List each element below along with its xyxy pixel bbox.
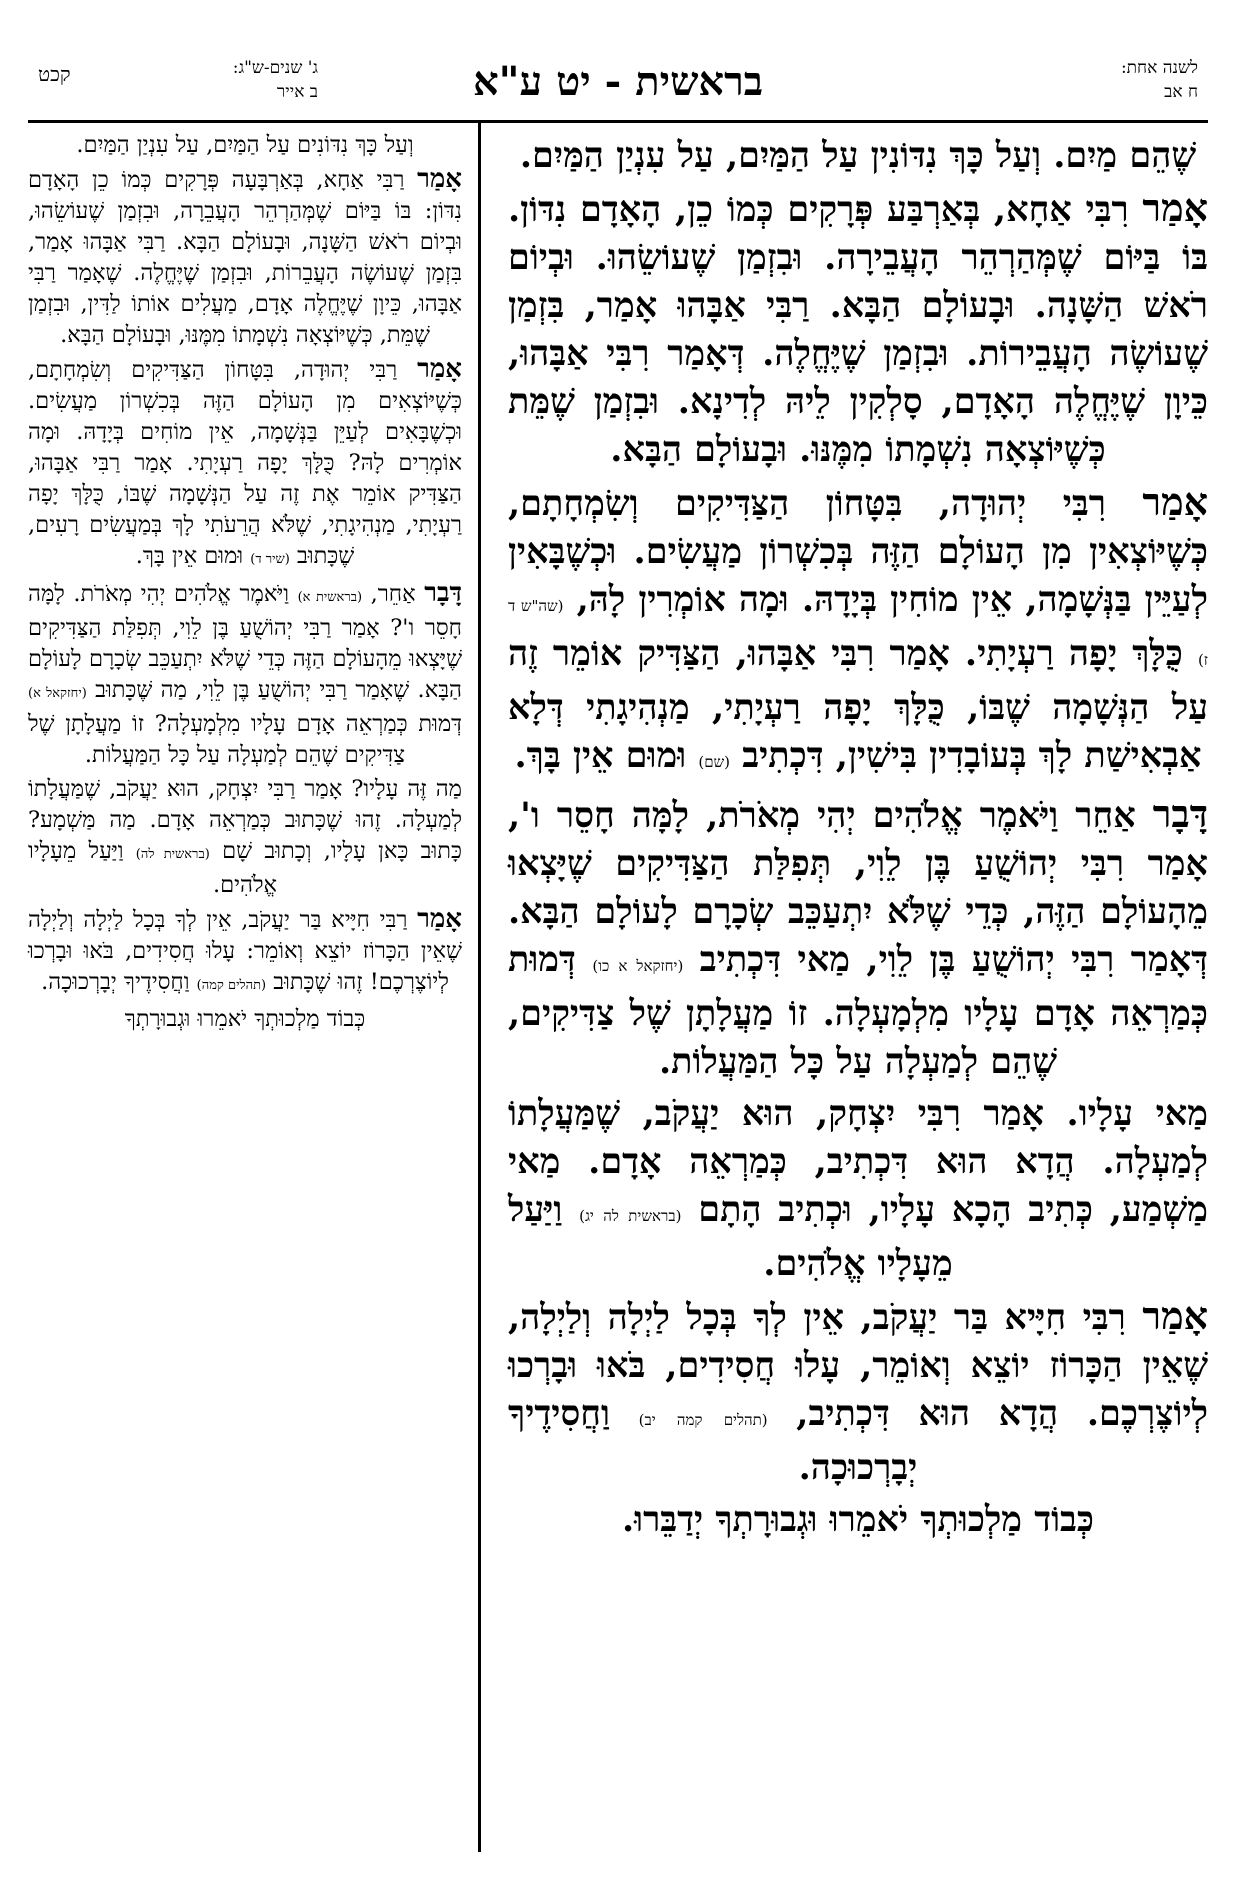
- main-text: רִבִּי אַחָא, בְּאַרְבַּע פְּרָקִים כְּמוֹ כֵן, הָאָדָם נִדּוֹן. בּוֹ בַּיּוֹם שֶׁמְּהַרְהֵר הָעֲבֵירָה. וּבִזְמַן שֶׁעוֹשֵׂהוּ. וּבְיוֹם רֹאשׁ הַשָּׁנָה. וּבָעוֹלָם הַבָּא. רַבִּי אַבָּהוּ אָמַר, בִּזְמַן שֶׁעוֹשֶׂה הָעֲבֵירוֹת. וּבִזְמַן שֶׁיֶּחֱלֶה. דְּאָמַר רִבִּי אַבָּהוּ, כֵּיוָן שֶׁיֶּחֱלֶה הָאָדָם, סָלְקִין לֵיהּ לְדִינָא. וּבִזְמַן שֶׁמֵּת כְּשֶׁיּוֹצְאָה נִשְׁמָתוֹ מִמֶּנּוּ. וּבָעוֹלָם הַבָּא.: [508, 189, 1208, 470]
- main-text: שֶׁהֵם מַיִם. וְעַל כָּךְ נִדּוֹנִין עַל הַמַּיִם, עַל עִנְיַן הַמַּיִם.: [519, 135, 1197, 176]
- translation-text: וּמוּם אֵין בָּךְ.: [135, 543, 251, 569]
- main-paragraph: [508, 1496, 1208, 1544]
- translation-text: וַיֹּאמֶר אֱלֹהִים יְהִי מְאֹרֹת. לָמָּה חָסֵר ו'? אָמַר רַבִּי יְהוֹשֻׁעַ בֶּן לֵוִי, תְּפִלַּת הַצַּדִּיקִים שֶׁיָּצְאוּ מֵהָעוֹלָם הַזֶּה כְּדֵי שֶׁלֹּא יִתְעַכֵּב שְׂכָרָם לָעוֹלָם הַבָּא. שֶׁאָמַר רַבִּי יְהוֹשֻׁעַ בֶּן לֵוִי, מַה שֶּׁכָּתוּב: [28, 581, 462, 703]
- main-text: וַחֲסִידֶיךָ יְבָרְכוּכָה.: [508, 1393, 918, 1488]
- lead-word: אָמַר: [1142, 1293, 1209, 1338]
- schedule-one-year-date: ח אב: [1164, 82, 1198, 102]
- translation-paragraph: [28, 1004, 462, 1035]
- column-divider: [478, 120, 481, 1852]
- page-header: [28, 52, 1208, 123]
- lead-word: אָמַר: [417, 904, 462, 934]
- translation-paragraph: [28, 164, 462, 351]
- translation-paragraph: [28, 130, 462, 161]
- translation-text: וַחֲסִידֶיךָ יְבָרְכוּכָה.: [41, 969, 197, 995]
- main-paragraph: [508, 1292, 1208, 1492]
- translation-text: רַבִּי אַחָא, בְּאַרְבָּעָה פְּרָקִים כְּמוֹ כֵן הָאָדָם נִדּוֹן: בּוֹ בַּיּוֹם שֶׁמְּהַרְהֵר הָעֲבֵרָה, וּבִזְמַן שֶׁעוֹשֵׂהוּ, וּבְיוֹם רֹאשׁ הַשָּׁנָה, וּבָעוֹלָם הַבָּא. רַבִּי אַבָּהוּ אָמַר, בִּזְמַן שֶׁעוֹשֶׂה הָעֲבֵרוֹת, וּבִזְמַן שֶׁיֶּחֱלֶה. שֶׁאָמַר רַבִּי אַבָּהוּ, כֵּיוָן שֶׁיֶּחֱלֶה אָדָם, מַעֲלִים אוֹתוֹ לַדִּין, וּבִזְמַן שֶׁמֵּת, כְּשֶׁיּוֹצְאָה נִשְׁמָתוֹ מִמֶּנּוּ, וּבָעוֹלָם הַבָּא.: [28, 167, 462, 348]
- source-reference: (יחזקאל א כו): [592, 957, 684, 975]
- main-text: כְּבוֹד מַלְכוּתְךָ יֹאמֵרוּ וּגְבוּרָתְךָ יְדַבֵּרוּ.: [621, 1499, 1095, 1540]
- header-left: [28, 56, 328, 116]
- source-reference: (בראשית לה יג): [579, 1207, 682, 1225]
- main-paragraph: [508, 132, 1208, 180]
- translation-text: אַחֵר,: [362, 581, 425, 607]
- main-text: אַחֵר וַיֹּאמֶר אֱלֹהִים יְהִי מְאֹרֹת, לָמָּה חָסֵר ו', אָמַר רִבִּי יְהוֹשֻׁעַ בֶּן לֵוִי, תְּפִלַּת הַצַּדִּיקִים שֶׁיָּצְאוּ מֵהָעוֹלָם הַזֶּה, כְּדֵי שֶׁלֹּא יִתְעַכֵּב שְׂכָרָם לָעוֹלָם הַבָּא. דְּאָמַר רִבִּי יְהוֹשֻׁעַ בֶּן לֵוִי, מַאי דִּכְתִיב: [508, 795, 1209, 980]
- translation-text: רַבִּי יְהוּדָה, בִּטָּחוֹן הַצַּדִּיקִים וְשִׂמְחָתָם, כְּשֶׁיּוֹצְאִים מִן הָעוֹלָם הַזֶּה בְּכִשְׁרוֹן מַעֲשִׂים. וּכְשֶׁבָּאִים לְעַיֵּן בַּנְּשָׁמָה, אֵין מוֹחִים בְּיָדָהּ. וּמָה אוֹמְרִים לָהּ? כֻּלָּךְ יָפָה רַעְיָתִי. אָמַר רַבִּי אַבָּהוּ, הַצַּדִּיק אוֹמֵר אֶת זֶה עַל הַנְּשָׁמָה שֶׁבּוֹ, כֻּלָּךְ יָפָה רַעְיָתִי, מַנְהִיגָתִי, שֶׁלֹּא הֲרֵעֹתִי לָךְ בְּמַעֲשִׂים רָעִים, שֶׁכָּתוּב: [28, 357, 462, 569]
- main-text: רִבִּי יְהוּדָה, בִּטָּחוֹן הַצַּדִּיקִים וְשִׂמְחָתָם, כְּשֶׁיּוֹצְאִין מִן הָעוֹלָם הַזֶּה בְּכִשְׁרוֹן מַעֲשִׂים. וּכְשֶׁבָּאִין לְעַיֵּין בַּנְּשָׁמָה, אֵין מוֹחִין בְּיָדָהּ. וּמָה אוֹמְרִין לָהּ,: [508, 483, 1208, 620]
- source-reference: (שה"ש ד ז): [508, 597, 1208, 669]
- lead-word: דָּבָר: [424, 578, 462, 608]
- main-text: כֻּלָּךְ יָפָה רַעְיָתִי. אָמַר רִבִּי אַבָּהוּ, הַצַּדִּיק אוֹמֵר זֶה עַל הַנְּשָׁמָה שֶׁבּוֹ, כֻּלָּךְ יָפָה רַעְיָתִי, מַנְהִיגָתִי דְּלָא אַבְאִישַׁת לָךְ בְּעוֹבָדִין בִּישִׁין, דִּכְתִיב: [508, 633, 1208, 776]
- translation-paragraph: [28, 578, 462, 771]
- lead-word: אָמַר: [417, 164, 462, 194]
- lead-word: אָמַר: [417, 354, 462, 384]
- schedule-three-years: [233, 56, 318, 104]
- schedule-three-years-date: ב אייר: [276, 82, 318, 102]
- document-page: [28, 52, 1208, 1852]
- source-reference: (שם): [698, 753, 731, 771]
- main-paragraph: [508, 790, 1208, 1086]
- source-reference: (בראשית לה): [135, 847, 210, 862]
- page-number: קכט: [38, 62, 71, 86]
- translation-text: כְּבוֹד מַלְכוּתְךָ יֹאמֵרוּ וּגְבוּרָתְךָ: [124, 1006, 366, 1032]
- translation-text: וְעַל כָּךְ נִדּוֹנִים עַל הַמַּיִם, עַל עִנְיַן הַמַּיִם.: [76, 132, 414, 158]
- source-reference: (בראשית א): [297, 590, 363, 605]
- main-column: [508, 132, 1208, 1548]
- translation-text: דְּמוּת כְּמַרְאֵה אָדָם עָלָיו מִלְמָעְלָה? זוֹ מַעֲלָתָן שֶׁל צַדִּיקִים שֶׁהֵם לְמַעְלָה עַל כָּל הַמַּעֲלוֹת.: [28, 711, 462, 768]
- main-paragraph: [508, 1090, 1208, 1288]
- main-text: וַיַּעַל מֵעָלָיו אֱלֹהִים.: [508, 1189, 953, 1284]
- translation-text: מַה זֶּה עָלָיו? אָמַר רַבִּי יִצְחָק, הוּא יַעֲקֹב, שֶׁמַּעֲלָתוֹ לְמַעְלָה. זֶהוּ שֶׁכָּתוּב כְּמַרְאֵה אָדָם. מַה מַּשְׁמָע? כָּתוּב כָּאן עָלָיו, וְכָתוּב שָׁם: [28, 776, 462, 864]
- main-text: מַאי עָלָיו. אָמַר רִבִּי יִצְחָק, הוּא יַעֲקֹב, שֶׁמַּעֲלָתוֹ לְמַעְלָה. הֲדָא הוּא דִּכְתִיב, כְּמַרְאֵה אָדָם. מַאי מַשְׁמַע, כְּתִיב הָכָא עָלָיו, וּכְתִיב הָתָם: [508, 1093, 1208, 1230]
- main-text: רִבִּי חִיָּיא בַּר יַעֲקֹב, אֵין לְךָ בְּכָל לַיְלָה וְלַיְלָה, שֶׁאֵין הַכָּרוֹז יוֹצֵא וְאוֹמֵר, עָלוּ חֲסִידִים, בֹּאוּ וּבָרְכוּ לְיוֹצֶרְכֶם. הֲדָא הוּא דִּכְתִיב,: [508, 1297, 1208, 1434]
- translation-paragraph: [28, 904, 462, 1001]
- source-reference: (תהלים קמה): [196, 978, 267, 993]
- translation-text: רַבִּי חִיָּיא בַּר יַעֲקֹב, אֵין לְךָ בְּכָל לַיְלָה וְלַיְלָה שֶׁאֵין הַכָּרוֹז יוֹצֵא וְאוֹמֵר: עָלוּ חֲסִידִים, בֹּאוּ וּבָרְכוּ לְיוֹצֶרְכֶם! זֶהוּ שֶׁכָּתוּב: [28, 907, 462, 995]
- schedule-three-years-label: ג' שנים-ש"ג:: [232, 58, 318, 78]
- page-title: בראשית - יט ע"א: [473, 58, 763, 105]
- lead-word: אָמַר: [1142, 185, 1208, 230]
- lead-word: אָמַר: [1142, 479, 1208, 524]
- source-reference: (שיר ד): [250, 552, 290, 567]
- source-reference: (תהלים קמה יב): [638, 1411, 768, 1429]
- source-reference: (יחזקאל א): [28, 686, 87, 701]
- lead-word: דָּבָר: [1152, 791, 1208, 836]
- main-text: וּמוּם אֵין בָּךְ.: [514, 735, 699, 776]
- translation-paragraph: [28, 774, 462, 901]
- schedule-one-year-label: לשנה אחת:: [1120, 58, 1198, 78]
- translation-paragraph: [28, 354, 462, 575]
- main-text: דְּמוּת כְּמַרְאֵה אָדָם עָלָיו מִלְמָעְלָה. זוֹ מַעֲלָתָן שֶׁל צַדִּיקִים, שֶׁהֵם לְמַעְלָה עַל כָּל הַמַּעֲלוֹת.: [508, 939, 1208, 1082]
- translation-text: וַיַּעַל מֵעָלָיו אֱלֹהִים.: [28, 838, 278, 898]
- main-paragraph: [508, 478, 1208, 786]
- translation-column: [28, 130, 462, 1038]
- main-paragraph: [508, 184, 1208, 474]
